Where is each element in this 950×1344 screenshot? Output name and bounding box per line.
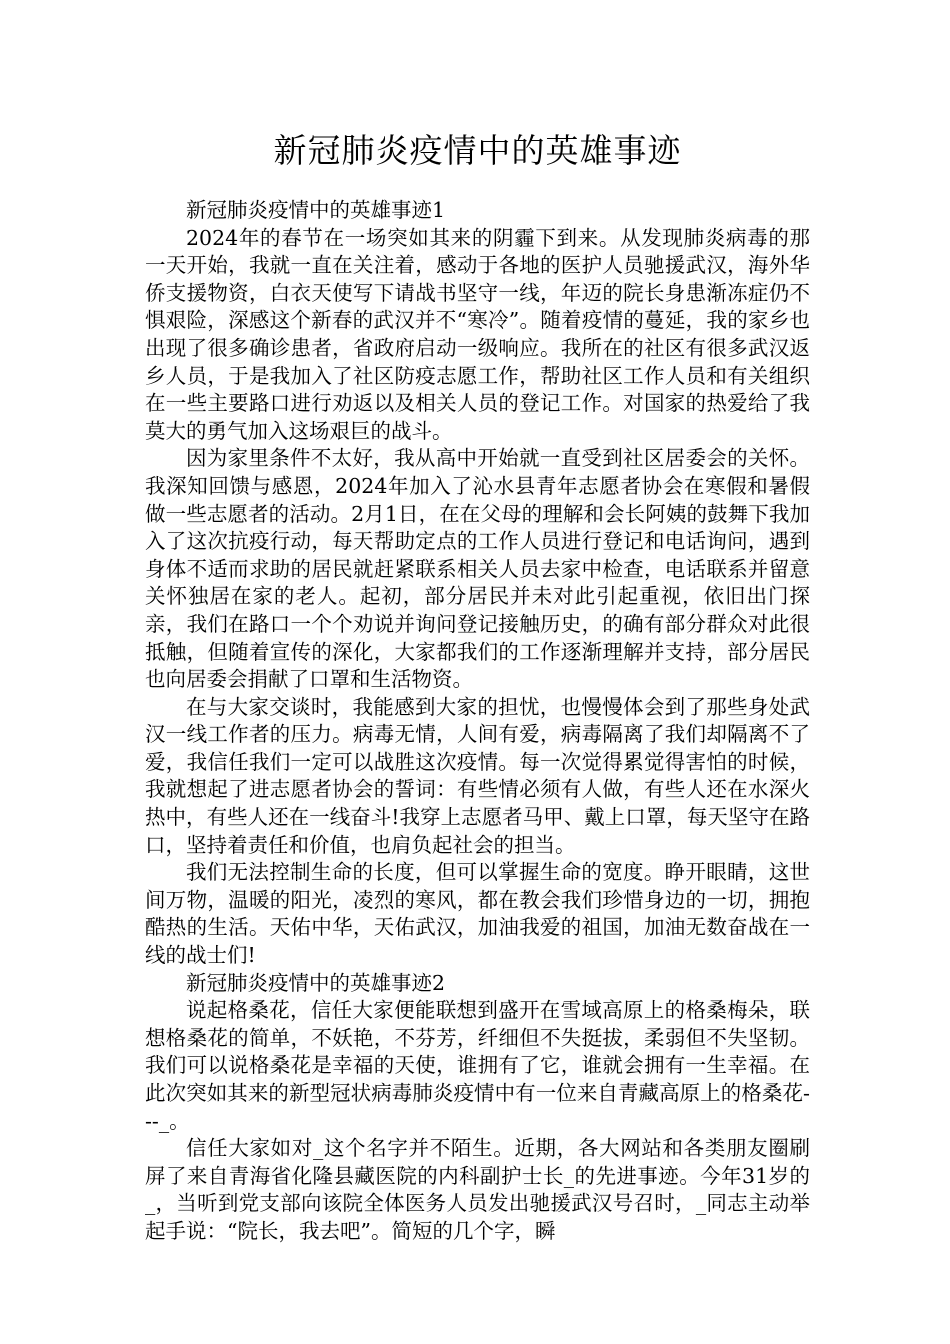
- paragraph: 说起格桑花，信任大家便能联想到盛开在雪域高原上的格桑梅朵，联想格桑花的简单，不妖艳，不芬芳，纤细但不失挺拔，柔弱但不失坚韧。我们可以说格桑花是幸福的天使，谁拥有了它，谁就会拥有一生幸福。在此次突如其来的新型冠状病毒肺炎疫情中有一位来自青藏高原上的格桑花---_。: [145, 998, 810, 1133]
- paragraph: 2024年的春节在一场突如其来的阴霾下到来。从发现肺炎病毒的那一天开始，我就一直在关注着，感动于各地的医护人员驰援武汉，海外华侨支援物资，白衣天使写下请战书坚守一线，年迈的院长身患渐冻症仍不惧艰险，深感这个新春的武汉并不“寒冷”。随着疫情的蔓延，我的家乡也出现了很多确诊患者，省政府启动一级响应。我所在的社区有很多武汉返乡人员，于是我加入了社区防疫志愿工作，帮助社区工作人员和有关组织在一些主要路口进行劝返以及相关人员的登记工作。对国家的热爱给了我莫大的勇气加入这场艰巨的战斗。: [145, 225, 810, 443]
- paragraph: 在与大家交谈时，我能感到大家的担忧，也慢慢体会到了那些身处武汉一线工作者的压力。病毒无情，人间有爱，病毒隔离了我们却隔离不了爱，我信任我们一定可以战胜这次疫情。每一次觉得累觉得害怕的时候，我就想起了进志愿者协会的誓词：有些情必须有人做，有些人还在水深火热中，有些人还在一线奋斗!我穿上志愿者马甲、戴上口罩，每天坚守在路口，坚持着责任和价值，也肩负起社会的担当。: [145, 694, 810, 857]
- section-heading-1: 新冠肺炎疫情中的英雄事迹1: [186, 198, 446, 222]
- document-page: [145, 125, 810, 1246]
- paragraph: 我们无法控制生命的长度，但可以掌握生命的宽度。睁开眼睛，这世间万物，温暖的阳光，凌烈的寒风，都在教会我们珍惜身边的一切，拥抱酷热的生活。天佑中华，天佑武汉，加油我爱的祖国，加油无数奋战在一线的战士们!: [145, 860, 810, 968]
- paragraph: 信任大家如对_这个名字并不陌生。近期，各大网站和各类朋友圈刷屏了来自青海省化隆县藏医院的内科副护士长_的先进事迹。今年31岁的_，当听到党支部向该院全体医务人员发出驰援武汉号召时，_同志主动举起手说：“院长，我去吧”。简短的几个字，瞬: [145, 1136, 810, 1243]
- document-body: [145, 197, 810, 1246]
- paragraph: 因为家里条件不太好，我从高中开始就一直受到社区居委会的关怀。我深知回馈与感恩，2024年加入了沁水县青年志愿者协会在寒假和暑假做一些志愿者的活动。2月1日，在在父母的理解和会长阿姨的鼓舞下我加入了这次抗疫行动，每天帮助定点的工作人员进行登记和电话询问，遇到身体不适而求助的居民就赶紧联系相关人员去家中检查，电话联系并留意关怀独居在家的老人。起初，部分居民并未对此引起重视，依旧出门探亲，我们在路口一个个劝说并询问登记接触历史，的确有部分群众对此很抵触，但随着宣传的深化，大家都我们的工作逐渐理解并支持，部分居民也向居委会捐献了口罩和生活物资。: [145, 446, 810, 692]
- section-heading-2: 新冠肺炎疫情中的英雄事迹2: [186, 970, 446, 995]
- document-title: 新冠肺炎疫情中的英雄事迹: [273, 131, 682, 170]
